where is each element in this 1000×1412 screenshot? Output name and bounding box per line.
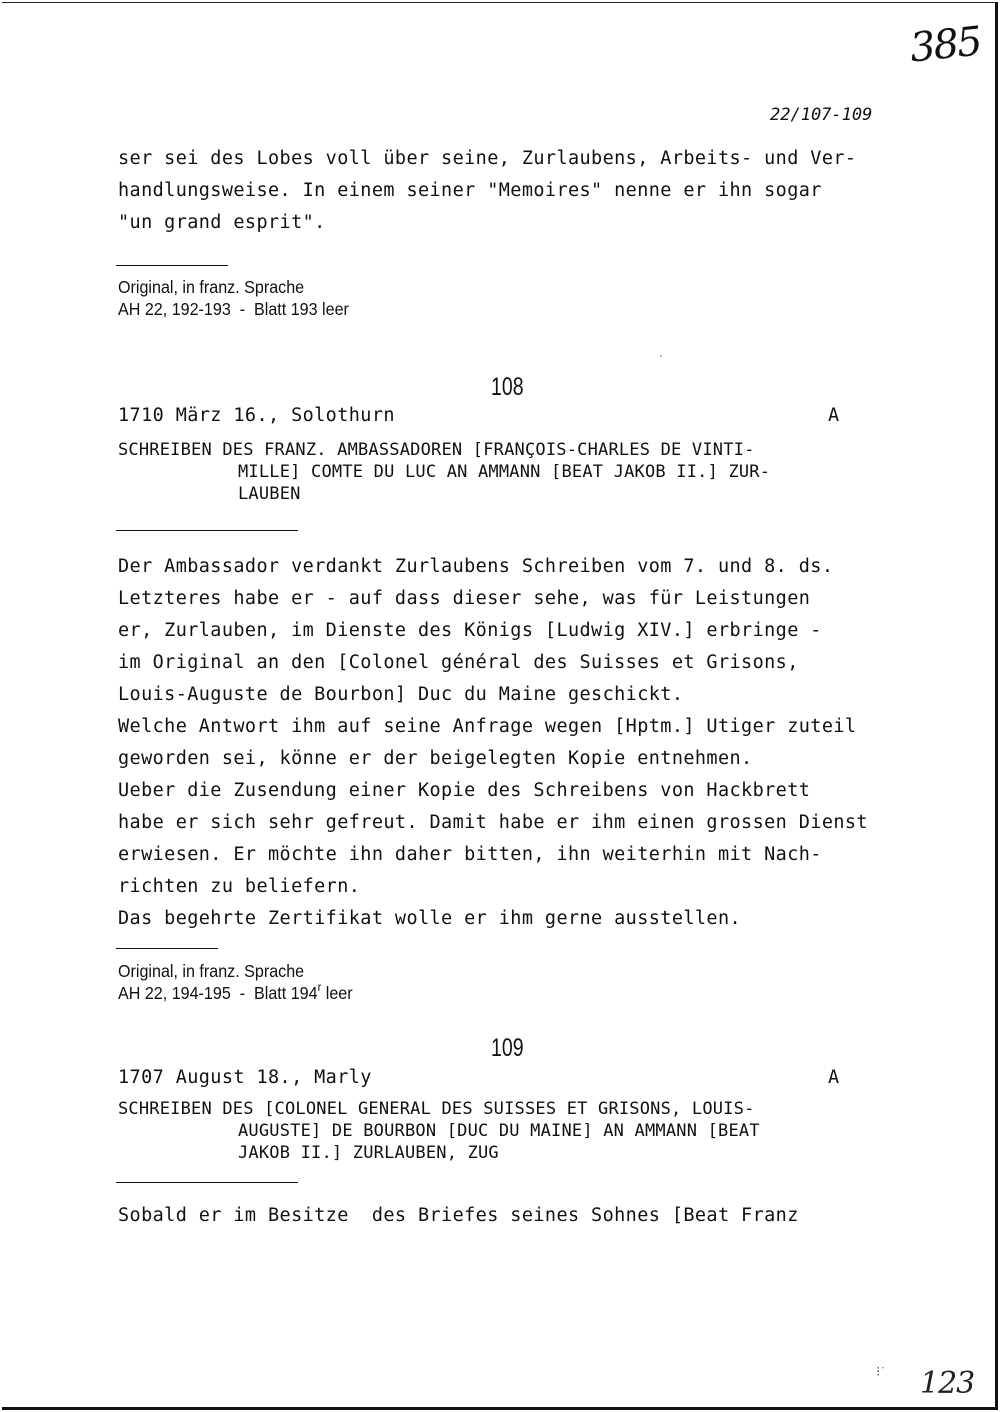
heading-rule	[116, 1182, 298, 1183]
entry-date-place: 1707 August 18., Marly	[118, 1067, 372, 1088]
body-line: Welche Antwort ihm auf seine Anfrage wegen [Hptm.] Utiger zuteil	[118, 716, 857, 737]
body-line: er, Zurlauben, im Dienste des Königs [Ludwig XIV.] erbringe -	[118, 620, 822, 641]
body-line: im Original an den [Colonel général des Suisses et Grisons,	[118, 652, 799, 673]
body-line: Sobald er im Besitze des Briefes seines Sohnes [Beat Franz	[118, 1205, 799, 1226]
body-line: Letzteres habe er - auf dass dieser sehe, was für Leistungen	[118, 588, 811, 609]
entry-heading-line-2: AUGUSTE] DE BOURBON [DUC DU MAINE] AN AMMANN [BEAT	[238, 1121, 760, 1141]
entry-type-marker: A	[828, 405, 840, 426]
entry-date-place: 1710 März 16., Solothurn	[118, 405, 395, 426]
body-line: habe er sich sehr gefreut. Damit habe er ihm einen grossen Dienst	[118, 812, 868, 833]
footnote-rule	[116, 265, 228, 266]
source-note-line-1: Original, in franz. Sprache	[118, 277, 305, 297]
entry-type-marker: A	[828, 1067, 840, 1088]
source-note-line-1: Original, in franz. Sprache	[118, 961, 305, 981]
heading-rule	[116, 530, 298, 531]
document-reference: 22/107-109	[770, 105, 873, 125]
handwritten-folio-number: 385	[907, 18, 983, 72]
continuation-line-3: "un grand esprit".	[118, 212, 326, 233]
body-line: Das begehrte Zertifikat wolle er ihm gerne ausstellen.	[118, 908, 742, 929]
footnote-rule	[116, 948, 218, 949]
body-line: geworden sei, könne er der beigelegten Kopie entnehmen.	[118, 748, 753, 769]
entry-number: 108	[491, 373, 524, 401]
entry-heading-line-1: SCHREIBEN DES FRANZ. AMBASSADOREN [FRANÇOIS-CHARLES DE VINTI-	[118, 440, 755, 460]
entry-number: 109	[491, 1034, 524, 1062]
entry-heading-line-3: JAKOB II.] ZURLAUBEN, ZUG	[238, 1143, 499, 1163]
body-line: richten zu beliefern.	[118, 876, 361, 897]
stamp-dots: ⁝˙	[876, 1365, 886, 1380]
entry-heading-line-2: MILLE] COMTE DU LUC AN AMMANN [BEAT JAKOB II.] ZUR-	[238, 462, 771, 482]
entry-heading-line-1: SCHREIBEN DES [COLONEL GENERAL DES SUISSES ET GRISONS, LOUIS-	[118, 1099, 755, 1119]
entry-heading-line-3: LAUBEN	[238, 484, 301, 504]
body-line: Ueber die Zusendung einer Kopie des Schreibens von Hackbrett	[118, 780, 811, 801]
source-note-line-2: AH 22, 194-195 - Blatt 194$^r$ leer	[118, 980, 353, 1003]
continuation-line-1: ser sei des Lobes voll über seine, Zurlaubens, Arbeits- und Ver-	[118, 148, 857, 169]
scan-speck	[660, 355, 662, 357]
page-stamp-number: 123	[920, 1366, 975, 1401]
continuation-line-2: handlungsweise. In einem seiner "Memoires" nenne er ihn sogar	[118, 180, 822, 201]
body-line: Louis-Auguste de Bourbon] Duc du Maine geschickt.	[118, 684, 684, 705]
body-line: Der Ambassador verdankt Zurlaubens Schreiben vom 7. und 8. ds.	[118, 556, 834, 577]
superscript-recto: r	[317, 980, 322, 994]
source-note-line-2: AH 22, 192-193 - Blatt 193 leer	[118, 299, 349, 319]
body-line: erwiesen. Er möchte ihn daher bitten, ihn weiterhin mit Nach-	[118, 844, 822, 865]
